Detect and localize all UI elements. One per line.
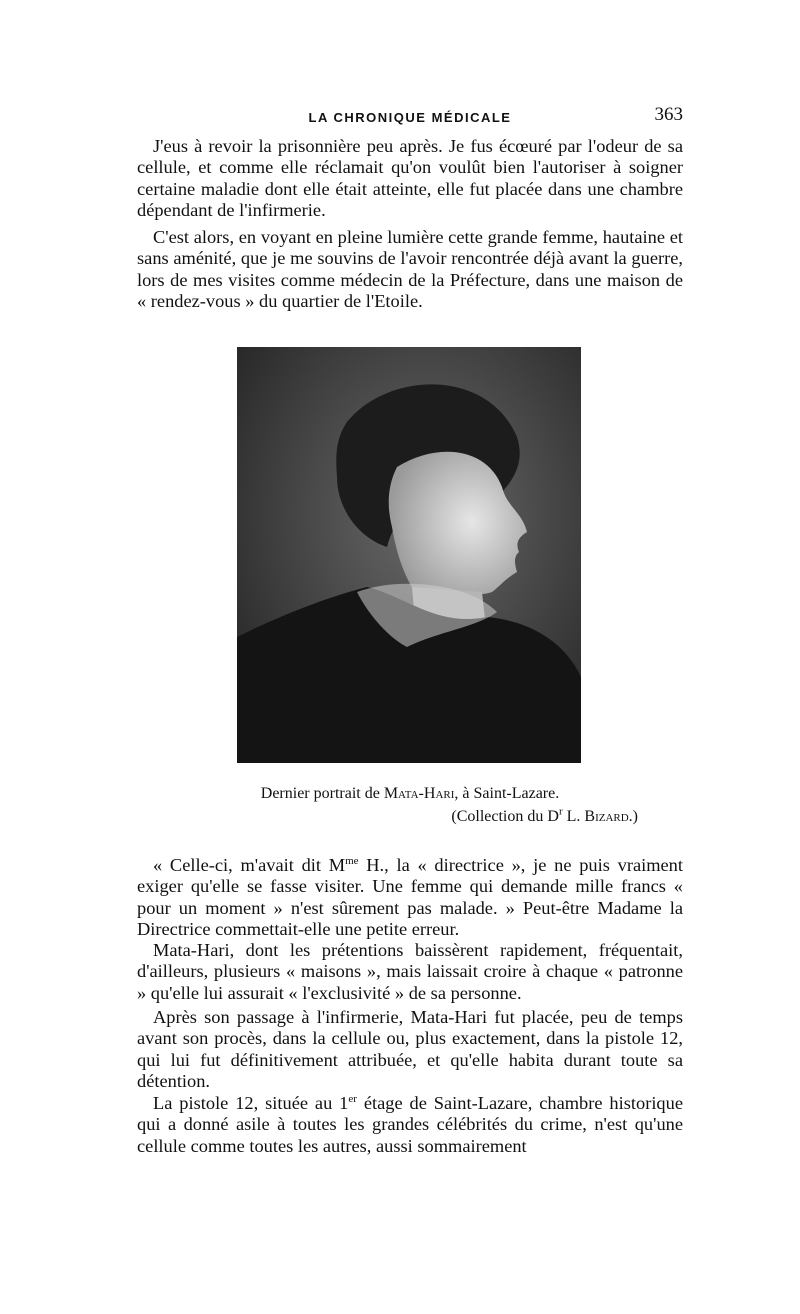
caption-text-a: Dernier portrait de xyxy=(260,785,384,802)
portrait-photo xyxy=(237,347,581,763)
paragraph-2: C'est alors, en voyant en pleine lumière cette grande femme, hautaine et sans aménité, que je me souvins de l'avoir rencontrée déjà avant la guerre, lors de mes visites comme médecin de la Préfecture, dans une maison de « rendez-vous » du quartier de l'Etoile. xyxy=(137,227,683,311)
paragraph-5: Après son passage à l'infirmerie, Mata-Hari fut placée, peu de temps avant son procès, dans la cellule ou, plus exactement, dans la pistole 12, qui lui fut définitivement attribuée, et qu'elle habita durant toute sa détention. xyxy=(137,1007,683,1091)
paragraph-6-b: étage de Saint-Lazare, chambre historique qui a donné asile à toutes les grandes célébrités du crime, n'est qu'une cellule comme toutes les autres, aussi sommairement xyxy=(137,1093,683,1156)
credit-text-b: L. xyxy=(562,808,585,825)
page-number: 363 xyxy=(654,104,683,125)
page-header xyxy=(137,100,683,136)
caption-text-b: , à Saint-Lazare. xyxy=(454,785,560,802)
figure-credit xyxy=(137,805,683,826)
credit-name: Bizard xyxy=(584,808,629,825)
paragraph-3-b: H., la « directrice », je ne puis vraiment exiger qu'elle se fasse visiter. Une femme qui demande mille francs « pour un moment » n'est sûrement pas malade. » Peut-être Madame la Directrice commettait-elle une petite erreur. xyxy=(137,855,683,939)
credit-text-c: .) xyxy=(628,808,638,825)
caption-name: Mata-Hari xyxy=(383,785,455,802)
paragraph-6-sup: er xyxy=(348,1092,357,1105)
paragraph-6 xyxy=(137,1093,683,1157)
figure-caption xyxy=(137,785,683,803)
credit-sup: r xyxy=(558,805,563,818)
paragraph-3-a: « Celle-ci, m'avait dit M xyxy=(153,855,346,875)
paragraph-3 xyxy=(137,855,683,940)
paragraph-1: J'eus à revoir la prisonnière peu après. Je fus écœuré par l'odeur de sa cellule, et comme elle réclamait qu'on voulût bien l'autoriser à soigner certaine maladie dont elle était atteinte, elle fut placée dans une chambre dépendant de l'infirmerie. xyxy=(137,136,683,220)
paragraph-3-sup: me xyxy=(345,854,359,867)
credit-text-a: (Collection du D xyxy=(451,808,559,825)
paragraph-6-a: La pistole 12, située au 1 xyxy=(153,1093,349,1113)
paragraph-4: Mata-Hari, dont les prétentions baissèrent rapidement, fréquentait, d'ailleurs, plusieurs « maisons », mais laissait croire à chaque « patronne » qu'elle lui assurait « l'exclusivité » de sa personne. xyxy=(137,940,683,1003)
running-title: LA CHRONIQUE MÉDICALE xyxy=(308,110,512,125)
